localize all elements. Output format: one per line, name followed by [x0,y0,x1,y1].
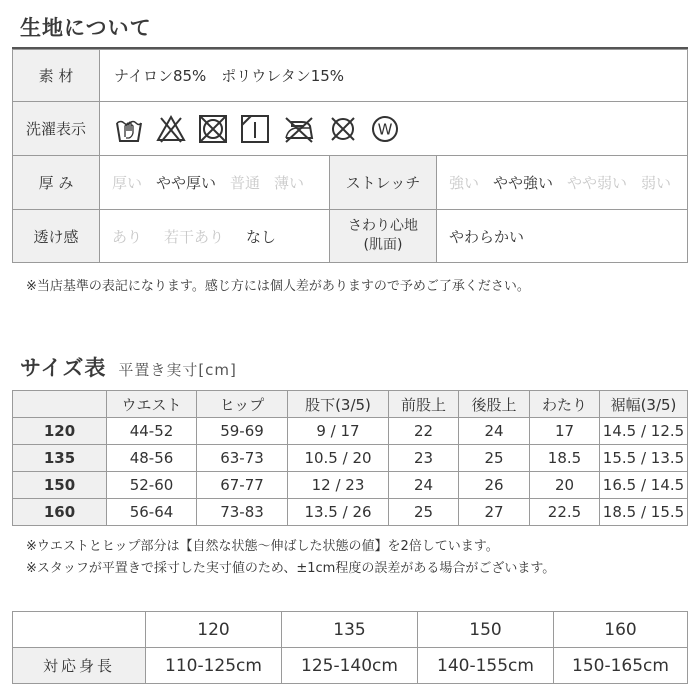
material-value: ナイロン85% ポリウレタン15% [100,50,688,102]
table-row [13,472,688,499]
table-cell: 14.5 / 12.5 [600,418,688,445]
sheer-option: 若干あり [164,227,225,246]
stretch-option: 強い [449,174,480,192]
height-table [12,611,688,684]
table-cell: 20 [530,472,600,499]
table-cell: 48-56 [107,445,197,472]
height-size-header: 160 [554,612,688,648]
fabric-table [12,49,688,263]
material-label: 素 材 [13,50,100,102]
touch-label-line1: さわり心地 [348,218,418,234]
line-dry-shade-icon [240,114,270,144]
height-size-header: 135 [282,612,418,648]
table-cell: 9 / 17 [288,418,389,445]
table-cell: 15.5 / 13.5 [600,445,688,472]
touch-label-line2: (肌面) [363,237,403,253]
table-row [13,445,688,472]
table-cell: 13.5 / 26 [288,499,389,526]
stretch-option: やや弱い [567,174,628,192]
table-cell: 22 [389,418,459,445]
stretch-options [437,156,688,210]
wet-clean-icon [370,114,400,144]
table-cell: 23 [389,445,459,472]
sheer-option-selected: なし [246,227,277,246]
table-cell: 17 [530,418,600,445]
size-row-header: 135 [13,445,107,472]
table-cell: 63-73 [197,445,288,472]
stretch-option: 弱い [641,174,672,192]
height-value: 150-165cm [554,648,688,684]
height-label: 対応身長 [13,648,146,684]
care-label: 洗濯表示 [13,102,100,156]
table-cell: 22.5 [530,499,600,526]
size-header: 後股上 [459,391,530,418]
hand-wash-icon [114,114,144,144]
size-note-1: ※ウエストとヒップ部分は【自然な状態〜伸ばした状態の値】を2倍しています。 [26,539,499,554]
size-row-header: 160 [13,499,107,526]
size-header: わたり [530,391,600,418]
table-cell: 27 [459,499,530,526]
size-row-header: 120 [13,418,107,445]
no-bleach-icon [156,114,186,144]
sheer-option: あり [112,227,143,246]
care-icons-cell [100,102,688,156]
stretch-label: ストレッチ [330,156,437,210]
thickness-option: 薄い [274,174,305,192]
svg-text:W: W [377,120,393,138]
table-cell: 10.5 / 20 [288,445,389,472]
thickness-option-selected: やや厚い [156,174,217,192]
table-cell: 24 [389,472,459,499]
table-cell: 26 [459,472,530,499]
fabric-title: 生地について [20,16,152,40]
size-table [12,390,688,526]
no-tumble-dry-icon [198,114,228,144]
height-size-header: 150 [418,612,554,648]
height-table-corner [13,612,146,648]
size-header: 前股上 [389,391,459,418]
height-value: 140-155cm [418,648,554,684]
size-subtitle: 平置き実寸[cm] [118,361,237,379]
table-cell: 44-52 [107,418,197,445]
no-iron-icon [282,114,316,144]
size-header: 股下(3/5) [288,391,389,418]
table-cell: 73-83 [197,499,288,526]
table-cell: 67-77 [197,472,288,499]
table-cell: 25 [459,445,530,472]
table-cell: 56-64 [107,499,197,526]
no-dry-clean-icon [328,114,358,144]
thickness-options [100,156,330,210]
thickness-label: 厚 み [13,156,100,210]
size-title-text: サイズ表 [20,356,107,380]
table-cell: 59-69 [197,418,288,445]
size-header: ヒップ [197,391,288,418]
stretch-option-selected: やや強い [493,174,554,192]
touch-label [330,210,437,263]
thickness-option: 厚い [112,174,143,192]
size-note-2: ※スタッフが平置きで採寸した実寸値のため、±1cm程度の誤差がある場合がございます。 [26,561,556,576]
height-size-header: 120 [146,612,282,648]
table-row [13,499,688,526]
sheer-label: 透け感 [13,210,100,263]
table-row [13,418,688,445]
table-cell: 16.5 / 14.5 [600,472,688,499]
height-value: 125-140cm [282,648,418,684]
table-cell: 24 [459,418,530,445]
size-header: ウエスト [107,391,197,418]
table-cell: 25 [389,499,459,526]
table-cell: 12 / 23 [288,472,389,499]
sheer-options [100,210,330,263]
fabric-note: ※当店基準の表記になります。感じ方には個人差がありますので予めご了承ください。 [26,279,530,294]
size-header [13,391,107,418]
size-row-header: 150 [13,472,107,499]
thickness-option: 普通 [230,174,261,192]
table-cell: 52-60 [107,472,197,499]
table-cell: 18.5 / 15.5 [600,499,688,526]
size-table-title [20,352,237,382]
size-header: 裾幅(3/5) [600,391,688,418]
table-cell: 18.5 [530,445,600,472]
height-value: 110-125cm [146,648,282,684]
touch-value: やわらかい [437,210,688,263]
